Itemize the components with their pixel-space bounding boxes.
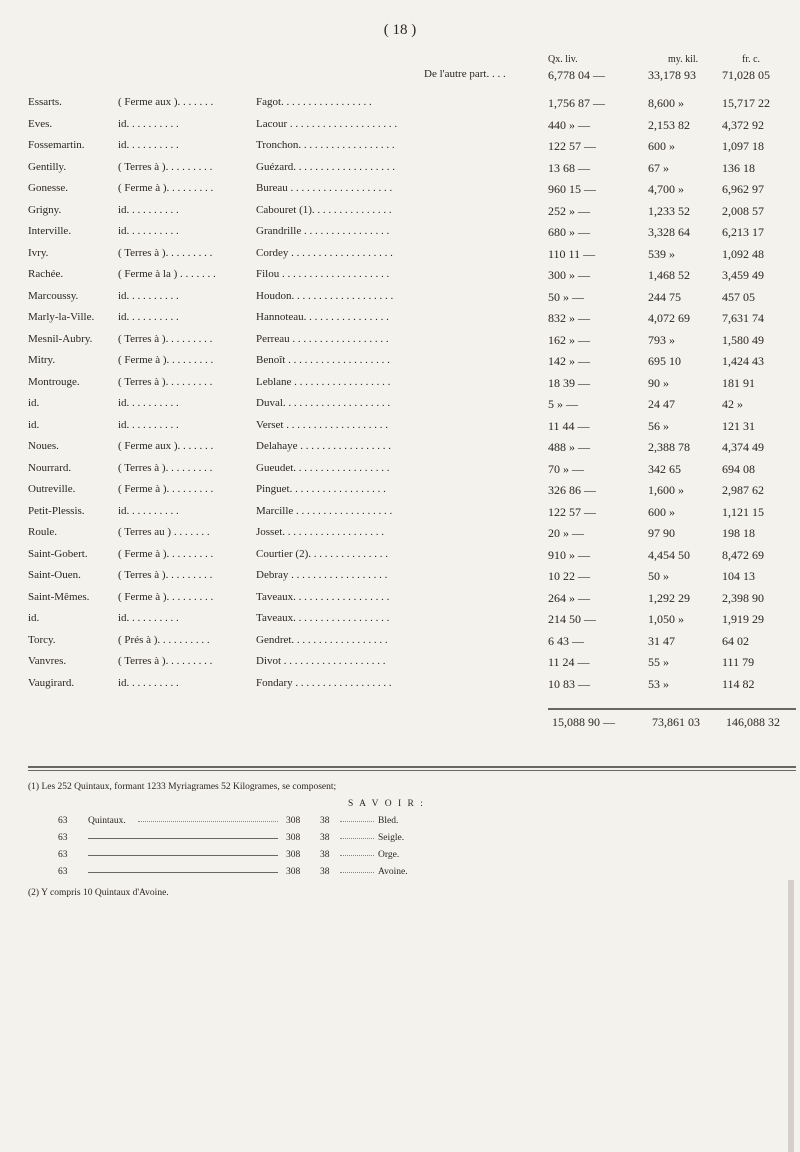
cell-kil: 1,600 » <box>648 483 684 497</box>
cell-place: Gentilly. <box>28 160 67 173</box>
cell-name: Grandrille . . . . . . . . . . . . . . . . <box>256 225 390 237</box>
table-row <box>0 397 800 417</box>
cell-kil: 1,233 52 <box>648 203 690 218</box>
cell-fr: 1,092 48 <box>722 246 764 261</box>
savoir-heading: S A V O I R : <box>348 799 425 809</box>
cell-kil: 1,292 29 <box>648 590 690 605</box>
cell-qx: 960 15 — <box>548 182 596 196</box>
cell-name: Marcille . . . . . . . . . . . . . . . . . . <box>256 504 393 517</box>
cell-fr: 15,717 22 <box>722 96 770 110</box>
breakdown-grain: Bled. <box>378 816 399 826</box>
cell-fr: 111 79 <box>722 655 755 669</box>
cell-kil: 4,700 » <box>648 182 684 196</box>
cell-kil: 55 » <box>648 655 669 669</box>
cell-place: Marcoussy. <box>28 289 79 302</box>
breakdown-kil: 38 <box>320 816 330 826</box>
breakdown-line <box>28 830 788 847</box>
cell-qx: 252 » — <box>548 203 590 218</box>
cell-place: Essarts. <box>28 96 62 108</box>
breakdown-line <box>28 847 788 864</box>
breakdown-leader <box>88 872 278 873</box>
table-row <box>0 419 800 439</box>
header-qx-unit: Qx. liv. <box>548 54 578 65</box>
cell-place: Rachée. <box>28 268 64 280</box>
cell-fr: 3,459 49 <box>722 268 764 282</box>
breakdown-qty: 63 <box>58 867 68 877</box>
cell-place: Fossemartin. <box>28 139 85 151</box>
breakdown-my: 308 <box>286 867 301 877</box>
cell-type: id. . . . . . . . . . <box>118 311 179 323</box>
table-row <box>0 268 800 288</box>
cell-qx: 326 86 — <box>548 483 596 497</box>
cell-place: Mesnil-Aubry. <box>28 332 93 345</box>
cell-name: Pinguet. . . . . . . . . . . . . . . . . . <box>256 483 386 495</box>
breakdown-qty: 63 <box>58 850 68 860</box>
cell-place: Eves. <box>28 117 53 130</box>
cell-fr: 121 31 <box>722 418 755 433</box>
footnote-1: (1) Les 252 Quintaux, formant 1233 Myriagrames 52 Kilogrames, se composent; <box>28 782 337 792</box>
table-row <box>0 290 800 310</box>
cell-qx: 11 44 — <box>548 418 590 433</box>
cell-name: Filou . . . . . . . . . . . . . . . . . . . . <box>256 268 390 280</box>
cell-fr: 4,374 49 <box>722 440 764 454</box>
cell-fr: 1,919 29 <box>722 612 764 626</box>
cell-qx: 110 11 — <box>548 246 596 261</box>
carried-kil: 33,178 93 <box>648 68 696 82</box>
cell-name: Cordey . . . . . . . . . . . . . . . . . . . <box>256 246 393 259</box>
cell-type: id. . . . . . . . . . <box>118 203 179 216</box>
cell-place: Vaugirard. <box>28 676 75 689</box>
cell-name: Gendret. . . . . . . . . . . . . . . . . . <box>256 633 388 646</box>
cell-kil: 600 » <box>648 504 675 519</box>
cell-name: Hannoteau. . . . . . . . . . . . . . . . <box>256 311 389 323</box>
table-row <box>0 96 800 116</box>
cell-name: Taveaux. . . . . . . . . . . . . . . . . . <box>256 590 390 603</box>
cell-kil: 244 75 <box>648 289 681 304</box>
cell-kil: 3,328 64 <box>648 225 690 239</box>
cell-type: ( Terres à ). . . . . . . . . <box>118 655 213 667</box>
cell-kil: 2,153 82 <box>648 117 690 132</box>
cell-kil: 90 » <box>648 375 669 390</box>
cell-place: Marly-la-Ville. <box>28 311 95 323</box>
breakdown-grain: Seigle. <box>378 833 405 843</box>
cell-fr: 2,398 90 <box>722 590 764 605</box>
carried-label: De l'autre part. . . . <box>424 68 506 80</box>
cell-name: Guézard. . . . . . . . . . . . . . . . . . . <box>256 160 396 173</box>
cell-kil: 695 10 <box>648 354 681 368</box>
cell-name: Verset . . . . . . . . . . . . . . . . . . . <box>256 418 388 431</box>
cell-place: Noues. <box>28 440 59 452</box>
cell-type: ( Prés à ). . . . . . . . . . <box>118 633 210 646</box>
total-fr: 146,088 32 <box>726 715 780 729</box>
cell-place: Saint-Mêmes. <box>28 590 90 603</box>
header-kil-unit: my. kil. <box>668 54 699 65</box>
cell-type: ( Ferme aux ). . . . . . . <box>118 96 214 108</box>
carried-qx: 6,778 04 — <box>548 68 605 82</box>
cell-name: Benoît . . . . . . . . . . . . . . . . . . . <box>256 354 390 366</box>
cell-qx: 10 22 — <box>548 569 590 583</box>
cell-type: ( Ferme à ). . . . . . . . . <box>118 547 214 560</box>
column-headers <box>0 54 800 68</box>
cell-fr: 1,580 49 <box>722 332 764 347</box>
cell-type: id. . . . . . . . . . <box>118 139 179 151</box>
cell-name: Bureau . . . . . . . . . . . . . . . . . . . <box>256 182 393 194</box>
cell-fr: 6,962 97 <box>722 182 764 196</box>
breakdown-leader <box>340 855 374 856</box>
total-qx: 15,088 90 — <box>552 715 615 729</box>
breakdown-kil: 38 <box>320 867 330 877</box>
cell-place: Interville. <box>28 225 72 237</box>
cell-type: id. . . . . . . . . . <box>118 676 179 689</box>
footnote-2: (2) Y compris 10 Quintaux d'Avoine. <box>28 888 169 898</box>
cell-kil: 2,388 78 <box>648 440 690 454</box>
separator-rule-bottom <box>28 770 796 771</box>
cell-place: Mitry. <box>28 354 56 366</box>
cell-fr: 694 08 <box>722 461 755 476</box>
cell-place: Petit-Plessis. <box>28 504 85 517</box>
cell-name: Gueudet. . . . . . . . . . . . . . . . . . <box>256 461 390 474</box>
cell-qx: 910 » — <box>548 547 590 562</box>
table-row <box>0 526 800 546</box>
table-row <box>0 376 800 396</box>
cell-type: ( Ferme à ). . . . . . . . . <box>118 483 214 495</box>
cell-qx: 214 50 — <box>548 612 596 626</box>
cell-name: Lacour . . . . . . . . . . . . . . . . . . . . <box>256 117 398 130</box>
breakdown-kil: 38 <box>320 850 330 860</box>
cell-place: id. <box>28 612 40 624</box>
cell-type: ( Terres à ). . . . . . . . . <box>118 160 213 173</box>
cell-type: ( Terres à ). . . . . . . . . <box>118 569 213 581</box>
table-row <box>0 483 800 503</box>
breakdown-my: 308 <box>286 816 301 826</box>
cell-kil: 8,600 » <box>648 96 684 110</box>
cell-qx: 680 » — <box>548 225 590 239</box>
cell-type: id. . . . . . . . . . <box>118 612 179 624</box>
cell-type: id. . . . . . . . . . <box>118 418 179 431</box>
cell-name: Fondary . . . . . . . . . . . . . . . . . . <box>256 676 392 689</box>
cell-fr: 2,987 62 <box>722 483 764 497</box>
breakdown-leader <box>88 855 278 856</box>
cell-type: ( Ferme à la ) . . . . . . . <box>118 268 216 280</box>
cell-name: Delahaye . . . . . . . . . . . . . . . . . <box>256 440 392 452</box>
cell-qx: 13 68 — <box>548 160 590 175</box>
cell-type: ( Terres à ). . . . . . . . . <box>118 246 213 259</box>
breakdown-leader <box>138 821 278 822</box>
cell-qx: 1,756 87 — <box>548 96 605 110</box>
total-rule <box>548 708 796 710</box>
cell-qx: 440 » — <box>548 117 590 132</box>
breakdown-grain: Avoine. <box>378 867 408 877</box>
cell-name: Perreau . . . . . . . . . . . . . . . . . . <box>256 332 389 345</box>
separator-rule-top <box>28 766 796 768</box>
table-row <box>0 677 800 697</box>
breakdown-kil: 38 <box>320 833 330 843</box>
cell-type: ( Terres à ). . . . . . . . . <box>118 375 213 388</box>
cell-kil: 539 » <box>648 246 675 261</box>
cell-name: Leblane . . . . . . . . . . . . . . . . . . <box>256 375 391 388</box>
cell-fr: 104 13 <box>722 569 755 583</box>
table-row <box>0 161 800 181</box>
cell-qx: 264 » — <box>548 590 590 605</box>
cell-qx: 10 83 — <box>548 676 590 691</box>
cell-fr: 1,097 18 <box>722 139 764 153</box>
cell-place: Nourrard. <box>28 461 72 474</box>
breakdown-grain: Orge. <box>378 850 400 860</box>
cell-type: ( Terres à ). . . . . . . . . <box>118 461 213 474</box>
grain-breakdown <box>28 813 788 885</box>
carried-forward-row <box>0 68 800 88</box>
cell-name: Duval. . . . . . . . . . . . . . . . . . . . <box>256 397 391 409</box>
cell-type: ( Ferme à ). . . . . . . . . <box>118 354 214 366</box>
cell-kil: 50 » <box>648 569 669 583</box>
breakdown-line <box>28 813 788 830</box>
cell-fr: 136 18 <box>722 160 755 175</box>
table-row <box>0 139 800 159</box>
cell-kil: 4,454 50 <box>648 547 690 562</box>
breakdown-leader <box>88 838 278 839</box>
breakdown-leader <box>340 821 374 822</box>
cell-qx: 300 » — <box>548 268 590 282</box>
cell-place: Saint-Ouen. <box>28 569 81 581</box>
cell-qx: 488 » — <box>548 440 590 454</box>
cell-qx: 20 » — <box>548 526 584 540</box>
cell-kil: 53 » <box>648 676 669 691</box>
table-row <box>0 548 800 568</box>
breakdown-my: 308 <box>286 833 301 843</box>
cell-qx: 142 » — <box>548 354 590 368</box>
table-row <box>0 505 800 525</box>
breakdown-qty: 63 <box>58 816 68 826</box>
table-row <box>0 225 800 245</box>
table-row <box>0 634 800 654</box>
cell-fr: 4,372 92 <box>722 117 764 132</box>
cell-place: Montrouge. <box>28 375 80 388</box>
cell-place: id. <box>28 418 40 431</box>
cell-fr: 7,631 74 <box>722 311 764 325</box>
cell-name: Houdon. . . . . . . . . . . . . . . . . . . <box>256 289 394 302</box>
total-kil: 73,861 03 <box>652 715 700 729</box>
table-row <box>0 118 800 138</box>
cell-fr: 114 82 <box>722 676 755 691</box>
cell-fr: 181 91 <box>722 375 755 390</box>
cell-kil: 4,072 69 <box>648 311 690 325</box>
cell-type: ( Ferme aux ). . . . . . . <box>118 440 214 452</box>
cell-place: Gonesse. <box>28 182 69 194</box>
cell-type: id. . . . . . . . . . <box>118 289 179 302</box>
cell-fr: 64 02 <box>722 633 749 648</box>
cell-fr: 6,213 17 <box>722 225 764 239</box>
breakdown-qty: 63 <box>58 833 68 843</box>
cell-fr: 198 18 <box>722 526 755 540</box>
cell-fr: 2,008 57 <box>722 203 764 218</box>
cell-name: Courtier (2). . . . . . . . . . . . . . . <box>256 547 388 560</box>
table-row <box>0 311 800 331</box>
carried-fr: 71,028 05 <box>722 68 770 82</box>
cell-name: Taveaux. . . . . . . . . . . . . . . . . . <box>256 612 390 624</box>
table-row <box>0 333 800 353</box>
breakdown-leader <box>340 872 374 873</box>
cell-name: Josset. . . . . . . . . . . . . . . . . . . <box>256 526 385 538</box>
cell-name: Cabouret (1). . . . . . . . . . . . . . . <box>256 203 392 216</box>
cell-fr: 8,472 69 <box>722 547 764 562</box>
cell-type: ( Ferme à ). . . . . . . . . <box>118 590 214 603</box>
table-row <box>0 182 800 202</box>
breakdown-unit: Quintaux. <box>88 816 126 826</box>
cell-kil: 342 65 <box>648 461 681 476</box>
cell-qx: 122 57 — <box>548 139 596 153</box>
cell-kil: 56 » <box>648 418 669 433</box>
cell-name: Divot . . . . . . . . . . . . . . . . . . . <box>256 655 386 667</box>
cell-fr: 42 » <box>722 397 743 411</box>
cell-name: Tronchon. . . . . . . . . . . . . . . . . . <box>256 139 395 151</box>
cell-qx: 162 » — <box>548 332 590 347</box>
table-row <box>0 462 800 482</box>
cell-place: Outreville. <box>28 483 76 495</box>
table-row <box>0 204 800 224</box>
cell-type: ( Terres au ) . . . . . . . <box>118 526 210 538</box>
cell-fr: 1,121 15 <box>722 504 764 519</box>
cell-fr: 1,424 43 <box>722 354 764 368</box>
cell-qx: 50 » — <box>548 289 584 304</box>
cell-qx: 6 43 — <box>548 633 584 648</box>
cell-name: Fagot. . . . . . . . . . . . . . . . . <box>256 96 372 108</box>
cell-kil: 31 47 <box>648 633 675 648</box>
table-row <box>0 591 800 611</box>
table-row <box>0 569 800 589</box>
cell-type: ( Ferme à ). . . . . . . . . <box>118 182 214 194</box>
cell-qx: 122 57 — <box>548 504 596 519</box>
cell-place: Vanvres. <box>28 655 67 667</box>
cell-name: Debray . . . . . . . . . . . . . . . . . . <box>256 569 388 581</box>
totals-row <box>0 715 800 735</box>
cell-qx: 18 39 — <box>548 375 590 390</box>
cell-kil: 1,468 52 <box>648 268 690 282</box>
header-fr-unit: fr. c. <box>742 54 761 65</box>
table-row <box>0 354 800 374</box>
cell-place: Torcy. <box>28 633 56 646</box>
cell-place: Grigny. <box>28 203 62 216</box>
page-edge-shadow <box>788 880 794 1152</box>
cell-type: ( Terres à ). . . . . . . . . <box>118 332 213 345</box>
cell-type: id. . . . . . . . . . <box>118 397 179 409</box>
cell-type: id. . . . . . . . . . <box>118 225 179 237</box>
cell-qx: 5 » — <box>548 397 578 411</box>
breakdown-leader <box>340 838 374 839</box>
page-number: ( 18 ) <box>383 22 417 38</box>
cell-kil: 24 47 <box>648 397 675 411</box>
cell-kil: 67 » <box>648 160 669 175</box>
cell-kil: 97 90 <box>648 526 675 540</box>
table-row <box>0 612 800 632</box>
cell-place: Saint-Gobert. <box>28 547 88 560</box>
table-row <box>0 655 800 675</box>
cell-type: id. . . . . . . . . . <box>118 504 179 517</box>
cell-place: Ivry. <box>28 246 49 259</box>
cell-qx: 70 » — <box>548 461 584 476</box>
cell-kil: 1,050 » <box>648 612 684 626</box>
cell-kil: 793 » <box>648 332 675 347</box>
cell-place: id. <box>28 397 40 409</box>
cell-fr: 457 05 <box>722 289 755 304</box>
breakdown-my: 308 <box>286 850 301 860</box>
cell-type: id. . . . . . . . . . <box>118 117 179 130</box>
breakdown-line <box>28 864 788 881</box>
cell-kil: 600 » <box>648 139 675 153</box>
table-row <box>0 440 800 460</box>
table-row <box>0 247 800 267</box>
cell-qx: 11 24 — <box>548 655 590 669</box>
cell-qx: 832 » — <box>548 311 590 325</box>
cell-place: Roule. <box>28 526 58 538</box>
